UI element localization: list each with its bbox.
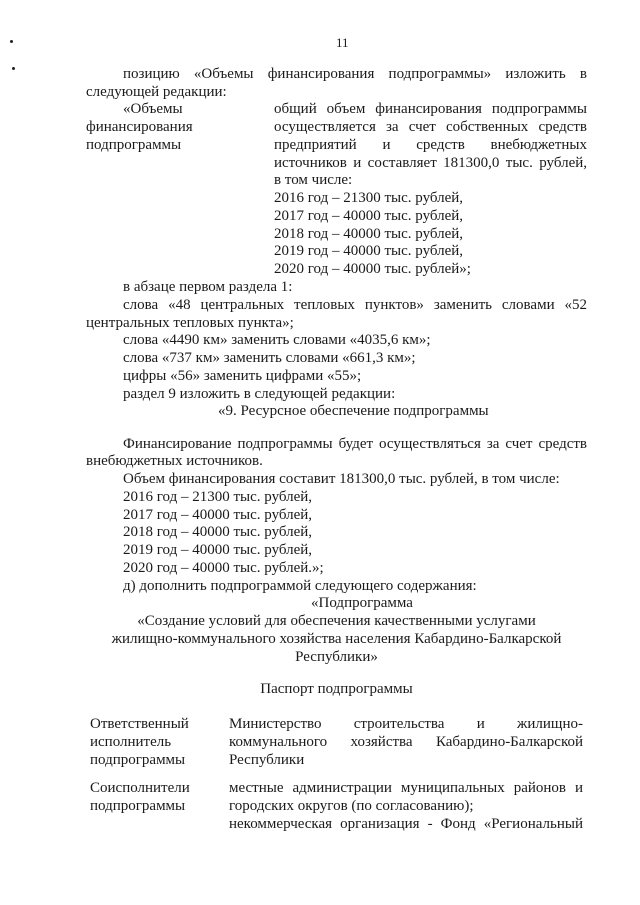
amend-words737: слова «737 км» заменить словами «661,3 км»; [123, 350, 416, 366]
responsible-label-3: подпрограммы [90, 752, 186, 768]
coexec-value-3: некоммерческая организация - Фонд «Региональный [229, 816, 583, 832]
funding-year-2020: 2020 год – 40000 тыс. рублей»; [274, 261, 471, 277]
coexec-value-2: городских округов (по согласованию); [229, 798, 474, 814]
s9-year-2016: 2016 год – 21300 тыс. рублей, [123, 489, 313, 505]
funding-label-3: подпрограммы [86, 137, 182, 153]
coexec-label-2: подпрограммы [90, 798, 186, 814]
intro-line-1: позицию «Объемы финансирования подпрограммы» изложить в [123, 66, 587, 82]
funding-text-5: в том числе: [274, 172, 353, 188]
funding-label-1: «Объемы [123, 101, 183, 117]
subprogram-title-1: «Создание условий для обеспечения качественными услугами [137, 613, 536, 629]
coexec-value-1: местные администрации муниципальных районов и [229, 780, 583, 796]
amend-words48-line1: слова «48 центральных тепловых пунктов» заменить словами «52 [123, 297, 587, 313]
margin-speck [10, 40, 13, 43]
margin-speck [12, 67, 15, 70]
funding-year-2016: 2016 год – 21300 тыс. рублей, [274, 190, 464, 206]
funding-label-2: финансирования [86, 119, 193, 135]
subprogram-heading: «Подпрограмма [311, 595, 413, 611]
subprogram-title-3: Республики» [295, 649, 378, 665]
funding-text-3: предприятий и средств внебюджетных [274, 137, 587, 153]
s9-item-d: д) дополнить подпрограммой следующего содержания: [123, 578, 477, 594]
s9-year-2018: 2018 год – 40000 тыс. рублей, [123, 524, 313, 540]
s9-p1-line2: внебюджетных источников. [86, 453, 263, 469]
s9-year-2020: 2020 год – 40000 тыс. рублей.»; [123, 560, 324, 576]
responsible-label-2: исполнитель [90, 734, 172, 750]
amend-section1: в абзаце первом раздела 1: [123, 279, 293, 295]
s9-p1-line1: Финансирование подпрограммы будет осуществляться за счет средств [123, 436, 587, 452]
amend-digits56: цифры «56» заменить цифрами «55»; [123, 368, 362, 384]
funding-text-4: источников и составляет 181300,0 тыс. рублей, [274, 155, 587, 171]
funding-year-2017: 2017 год – 40000 тыс. рублей, [274, 208, 464, 224]
s9-p2: Объем финансирования составит 181300,0 тыс. рублей, в том числе: [123, 471, 560, 487]
coexec-label-1: Соисполнители [90, 780, 190, 796]
funding-text-2: осуществляется за счет собственных средств [274, 119, 587, 135]
funding-text-1: общий объем финансирования подпрограммы [274, 101, 587, 117]
responsible-value-1: Министерство строительства и жилищно- [229, 716, 583, 732]
page-number: 11 [336, 35, 349, 50]
amend-words48-line2: центральных тепловых пункта»; [86, 315, 294, 331]
funding-year-2018: 2018 год – 40000 тыс. рублей, [274, 226, 464, 242]
amend-words4490: слова «4490 км» заменить словами «4035,6 км»; [123, 332, 431, 348]
funding-year-2019: 2019 год – 40000 тыс. рублей, [274, 243, 464, 259]
subprogram-title-2: жилищно-коммунального хозяйства населения Кабардино-Балкарской [111, 631, 562, 647]
responsible-value-3: Республики [229, 752, 305, 768]
responsible-value-2: коммунального хозяйства Кабардино-Балкарской [229, 734, 583, 750]
section9-title: «9. Ресурсное обеспечение подпрограммы [218, 403, 489, 419]
amend-section9: раздел 9 изложить в следующей редакции: [123, 386, 396, 402]
responsible-label-1: Ответственный [90, 716, 189, 732]
intro-line-2: следующей редакции: [86, 84, 227, 100]
passport-heading: Паспорт подпрограммы [260, 681, 413, 697]
s9-year-2017: 2017 год – 40000 тыс. рублей, [123, 507, 313, 523]
s9-year-2019: 2019 год – 40000 тыс. рублей, [123, 542, 313, 558]
